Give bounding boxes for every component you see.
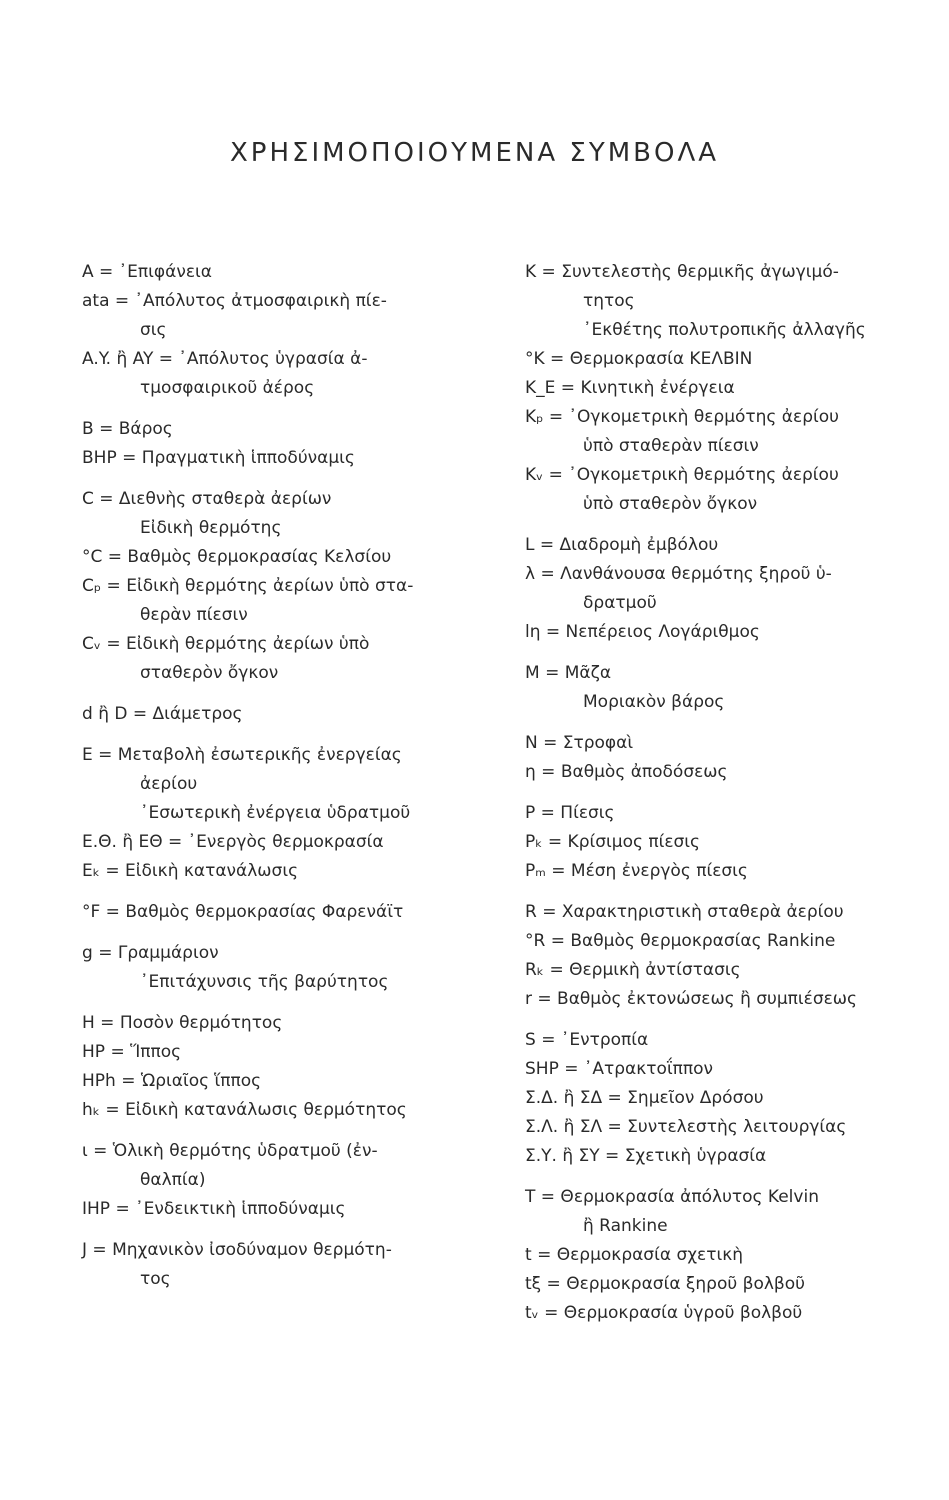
symbol-line: lη = Νεπέρειος Λογάριθμος: [525, 622, 760, 642]
symbol-line: hₖ = Εἰδικὴ κατανάλωσις θερμότητος: [82, 1100, 407, 1120]
symbol-group: [82, 1009, 482, 1125]
symbol-line: SHP = ᾽Ατρακτοΐππον: [525, 1059, 714, 1079]
symbol-line: Pₘ = Μέση ἐνεργὸς πίεσις: [525, 861, 748, 881]
symbol-line: K_E = Κινητικὴ ἐνέργεια: [525, 378, 735, 398]
symbol-line: HP = Ἵππος: [82, 1042, 182, 1062]
symbol-group: [525, 898, 925, 1014]
symbol-line: L = Διαδρομὴ ἐμβόλου: [525, 535, 719, 555]
symbol-line: H = Ποσὸν θερμότητος: [82, 1013, 283, 1033]
symbol-line: σταθερὸν ὄγκον: [140, 663, 279, 683]
symbol-group: [82, 939, 482, 997]
symbol-line: T = Θερμοκρασία ἀπόλυτος Kelvin: [525, 1187, 819, 1207]
symbol-line: ἢ Rankine: [583, 1216, 668, 1236]
symbol-line: ι = Ὁλικὴ θερμότης ὑδρατμοῦ (ἐν-: [82, 1141, 378, 1161]
symbol-group: [82, 741, 482, 886]
symbol-line: A = ᾽Επιφάνεια: [82, 262, 212, 282]
symbol-group: [82, 258, 482, 403]
symbol-line: ᾽Επιτάχυνσις τῆς βαρύτητος: [140, 972, 389, 992]
symbol-line: σις: [140, 320, 167, 340]
symbol-group: [525, 258, 925, 519]
symbol-line: Σ.Δ. ἢ ΣΔ = Σημεῖον Δρόσου: [525, 1088, 764, 1108]
symbol-line: Μοριακὸν βάρος: [583, 692, 725, 712]
right-column: [525, 258, 925, 1328]
symbol-line: BHP = Πραγματικὴ ἱπποδύναμις: [82, 448, 355, 468]
symbol-line: °C = Βαθμὸς θερμοκρασίας Κελσίου: [82, 547, 392, 567]
symbol-line: R = Χαρακτηριστικὴ σταθερὰ ἀερίου: [525, 902, 844, 922]
symbol-line: B = Βάρος: [82, 419, 173, 439]
symbol-line: θερὰν πίεσιν: [140, 605, 248, 625]
symbol-line: δρατμοῦ: [583, 593, 657, 613]
left-column: [82, 258, 482, 1294]
symbol-line: Pₖ = Κρίσιμος πίεσις: [525, 832, 701, 852]
symbol-group: [525, 729, 925, 787]
symbol-line: Cₚ = Εἰδικὴ θερμότης ἀερίων ὑπὸ στα-: [82, 576, 414, 596]
symbol-line: °F = Βαθμὸς θερμοκρασίας Φαρενάϊτ: [82, 902, 404, 922]
symbol-line: g = Γραμμάριον: [82, 943, 219, 963]
symbol-line: IHP = ᾽Ενδεικτικὴ ἱπποδύναμις: [82, 1199, 346, 1219]
symbol-line: Kₚ = ᾽Ογκομετρικὴ θερμότης ἀερίου: [525, 407, 839, 427]
symbol-group: [82, 485, 482, 688]
symbol-line: Εἰδικὴ θερμότης: [140, 518, 282, 538]
symbol-line: S = ᾽Εντροπία: [525, 1030, 649, 1050]
symbol-line: t = Θερμοκρασία σχετικὴ: [525, 1245, 744, 1265]
symbol-line: C = Διεθνὴς σταθερὰ ἀερίων: [82, 489, 332, 509]
symbol-line: Σ.Υ. ἢ ΣΥ = Σχετικὴ ὑγρασία: [525, 1146, 767, 1166]
symbol-group: [525, 531, 925, 647]
symbol-line: HPh = Ὡριαῖος ἵππος: [82, 1071, 262, 1091]
symbol-line: ἀερίου: [140, 774, 198, 794]
symbol-line: tξ = Θερμοκρασία ξηροῦ βολβοῦ: [525, 1274, 806, 1294]
symbol-line: M = Μᾶζα: [525, 663, 612, 683]
symbol-group: [525, 659, 925, 717]
symbol-line: τμοσφαιρικοῦ ἀέρος: [140, 378, 315, 398]
symbol-line: Eₖ = Εἰδικὴ κατανάλωσις: [82, 861, 299, 881]
symbol-group: [82, 415, 482, 473]
symbol-group: [525, 1026, 925, 1171]
symbol-line: K = Συντελεστὴς θερμικῆς ἀγωγιμό-: [525, 262, 839, 282]
symbol-line: η = Βαθμὸς ἀποδόσεως: [525, 762, 728, 782]
symbol-line: J = Μηχανικὸν ἰσοδύναμον θερμότη-: [82, 1240, 392, 1260]
symbol-group: [525, 1183, 925, 1328]
symbol-group: [82, 1236, 482, 1294]
symbol-line: ὑπὸ σταθερὸν ὄγκον: [583, 494, 758, 514]
symbol-line: P = Πίεσις: [525, 803, 615, 823]
symbol-line: r = Βαθμὸς ἐκτονώσεως ἢ συμπιέσεως: [525, 989, 858, 1009]
symbol-line: τος: [140, 1269, 171, 1289]
symbol-group: [82, 898, 482, 927]
symbol-line: ᾽Εκθέτης πολυτροπικῆς ἀλλαγῆς: [583, 320, 866, 340]
symbol-line: E = Μεταβολὴ ἐσωτερικῆς ἐνεργείας: [82, 745, 402, 765]
symbol-line: E.Θ. ἢ EΘ = ᾽Ενεργὸς θερμοκρασία: [82, 832, 384, 852]
page-title: ΧΡΗΣΙΜΟΠΟΙΟΥΜΕΝΑ ΣΥΜΒΟΛΑ: [229, 138, 720, 168]
symbol-line: λ = Λανθάνουσα θερμότης ξηροῦ ὑ-: [525, 564, 832, 584]
symbol-line: τητος: [583, 291, 635, 311]
symbol-line: d ἢ D = Διάμετρος: [82, 704, 243, 724]
symbol-line: ata = ᾽Απόλυτος ἀτμοσφαιρικὴ πίε-: [82, 291, 387, 311]
symbol-line: °R = Βαθμὸς θερμοκρασίας Rankine: [525, 931, 836, 951]
symbol-line: θαλπία): [140, 1170, 206, 1190]
symbol-line: Kᵥ = ᾽Ογκομετρικὴ θερμότης ἀερίου: [525, 465, 839, 485]
symbol-line: ᾽Εσωτερικὴ ἐνέργεια ὑδρατμοῦ: [140, 803, 411, 823]
symbol-line: Rₖ = Θερμικὴ ἀντίστασις: [525, 960, 741, 980]
symbol-line: Σ.Λ. ἢ ΣΛ = Συντελεστὴς λειτουργίας: [525, 1117, 847, 1137]
symbol-line: °K = Θερμοκρασία ΚΕΛΒΙΝ: [525, 349, 753, 369]
symbol-group: [525, 799, 925, 886]
symbol-line: A.Y. ἢ AY = ᾽Απόλυτος ὑγρασία ἀ-: [82, 349, 368, 369]
symbol-line: Cᵥ = Εἰδικὴ θερμότης ἀερίων ὑπὸ: [82, 634, 370, 654]
symbol-line: ὑπὸ σταθερὰν πίεσιν: [583, 436, 759, 456]
symbol-group: [82, 1137, 482, 1224]
symbol-line: tᵥ = Θερμοκρασία ὑγροῦ βολβοῦ: [525, 1303, 803, 1323]
symbol-group: [82, 700, 482, 729]
symbol-line: N = Στροφαὶ: [525, 733, 634, 753]
